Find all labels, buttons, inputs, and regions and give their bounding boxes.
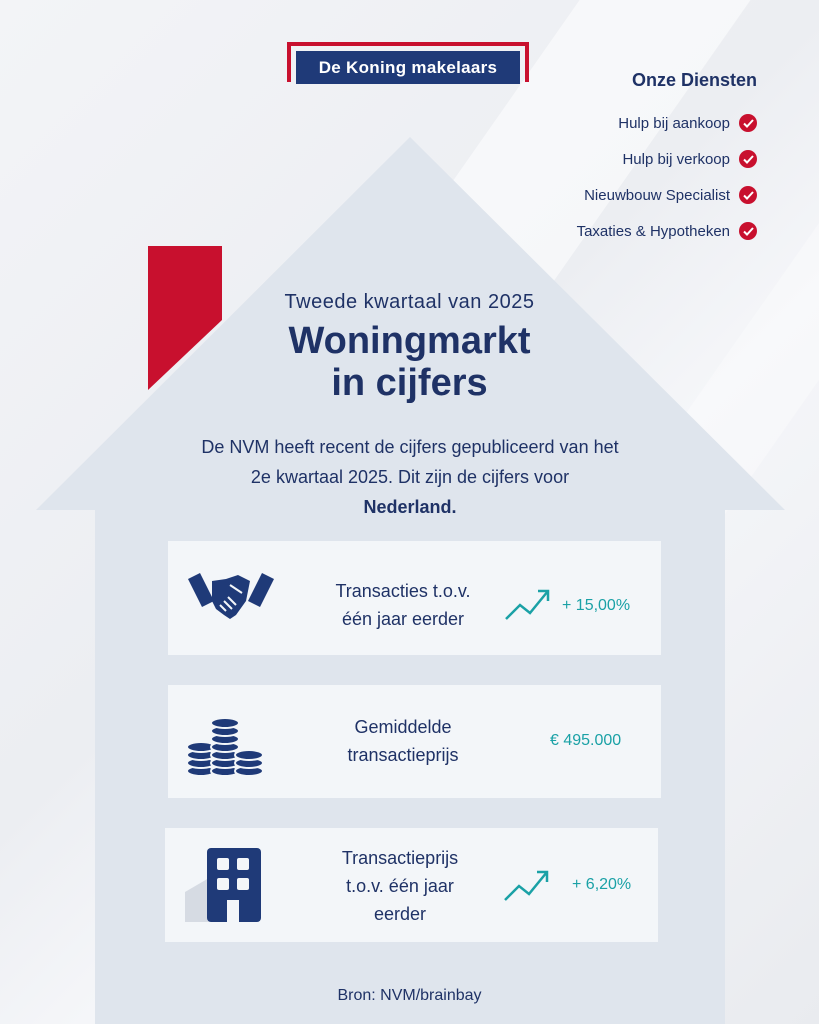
stat-card-transactions xyxy=(168,541,661,655)
handshake-icon xyxy=(186,571,276,623)
stat-label-line: Gemiddelde xyxy=(354,717,452,737)
stat-label-line: transactieprijs xyxy=(347,745,459,765)
check-icon xyxy=(739,186,757,204)
intro-bold: Nederland. xyxy=(363,497,457,517)
stat-value: + 6,20% xyxy=(572,876,632,893)
service-item xyxy=(577,213,757,249)
stat-card-price-change xyxy=(165,828,658,942)
service-label: Taxaties & Hypotheken xyxy=(576,222,730,240)
stat-label-line: t.o.v. één jaar xyxy=(346,876,454,896)
intro-text xyxy=(160,432,660,522)
stat-label xyxy=(295,844,505,928)
stat-value: + 15,00% xyxy=(562,597,631,614)
intro-line: 2e kwartaal 2025. Dit zijn de cijfers voor xyxy=(250,467,570,487)
stat-card-avg-price xyxy=(168,685,661,798)
stat-label-line: Transactieprijs xyxy=(341,848,459,868)
stat-label-line: eerder xyxy=(373,904,427,924)
intro-line: De NVM heeft recent de cijfers gepubliceerd van het xyxy=(201,437,619,457)
title-line: in cijfers xyxy=(331,362,488,404)
check-icon xyxy=(739,114,757,132)
title-line: Woningmarkt xyxy=(288,320,531,362)
check-icon xyxy=(739,222,757,240)
service-label: Hulp bij verkoop xyxy=(622,150,730,168)
coins-icon xyxy=(186,715,266,777)
logo-text: De Koning makelaars xyxy=(296,51,520,84)
service-label: Hulp bij aankoop xyxy=(618,114,730,132)
stat-label-line: één jaar eerder xyxy=(341,609,465,629)
stat-label-line: Transacties t.o.v. xyxy=(335,581,471,601)
service-item xyxy=(577,141,757,177)
building-icon xyxy=(185,848,265,924)
services-title: Onze Diensten xyxy=(631,70,757,90)
check-icon xyxy=(739,150,757,168)
service-item xyxy=(577,105,757,141)
services-panel xyxy=(577,70,757,249)
stat-value: € 495.000 xyxy=(550,732,622,749)
source-text: Bron: NVM/brainbay xyxy=(337,987,482,1004)
stat-label xyxy=(298,577,508,633)
service-item xyxy=(577,177,757,213)
stat-label xyxy=(298,713,508,769)
service-label: Nieuwbouw Specialist xyxy=(584,186,730,204)
trend-up-icon xyxy=(503,866,551,904)
logo xyxy=(287,42,529,82)
subtitle: Tweede kwartaal van 2025 xyxy=(284,291,535,313)
page-title xyxy=(0,320,819,404)
trend-up-icon xyxy=(504,585,552,623)
